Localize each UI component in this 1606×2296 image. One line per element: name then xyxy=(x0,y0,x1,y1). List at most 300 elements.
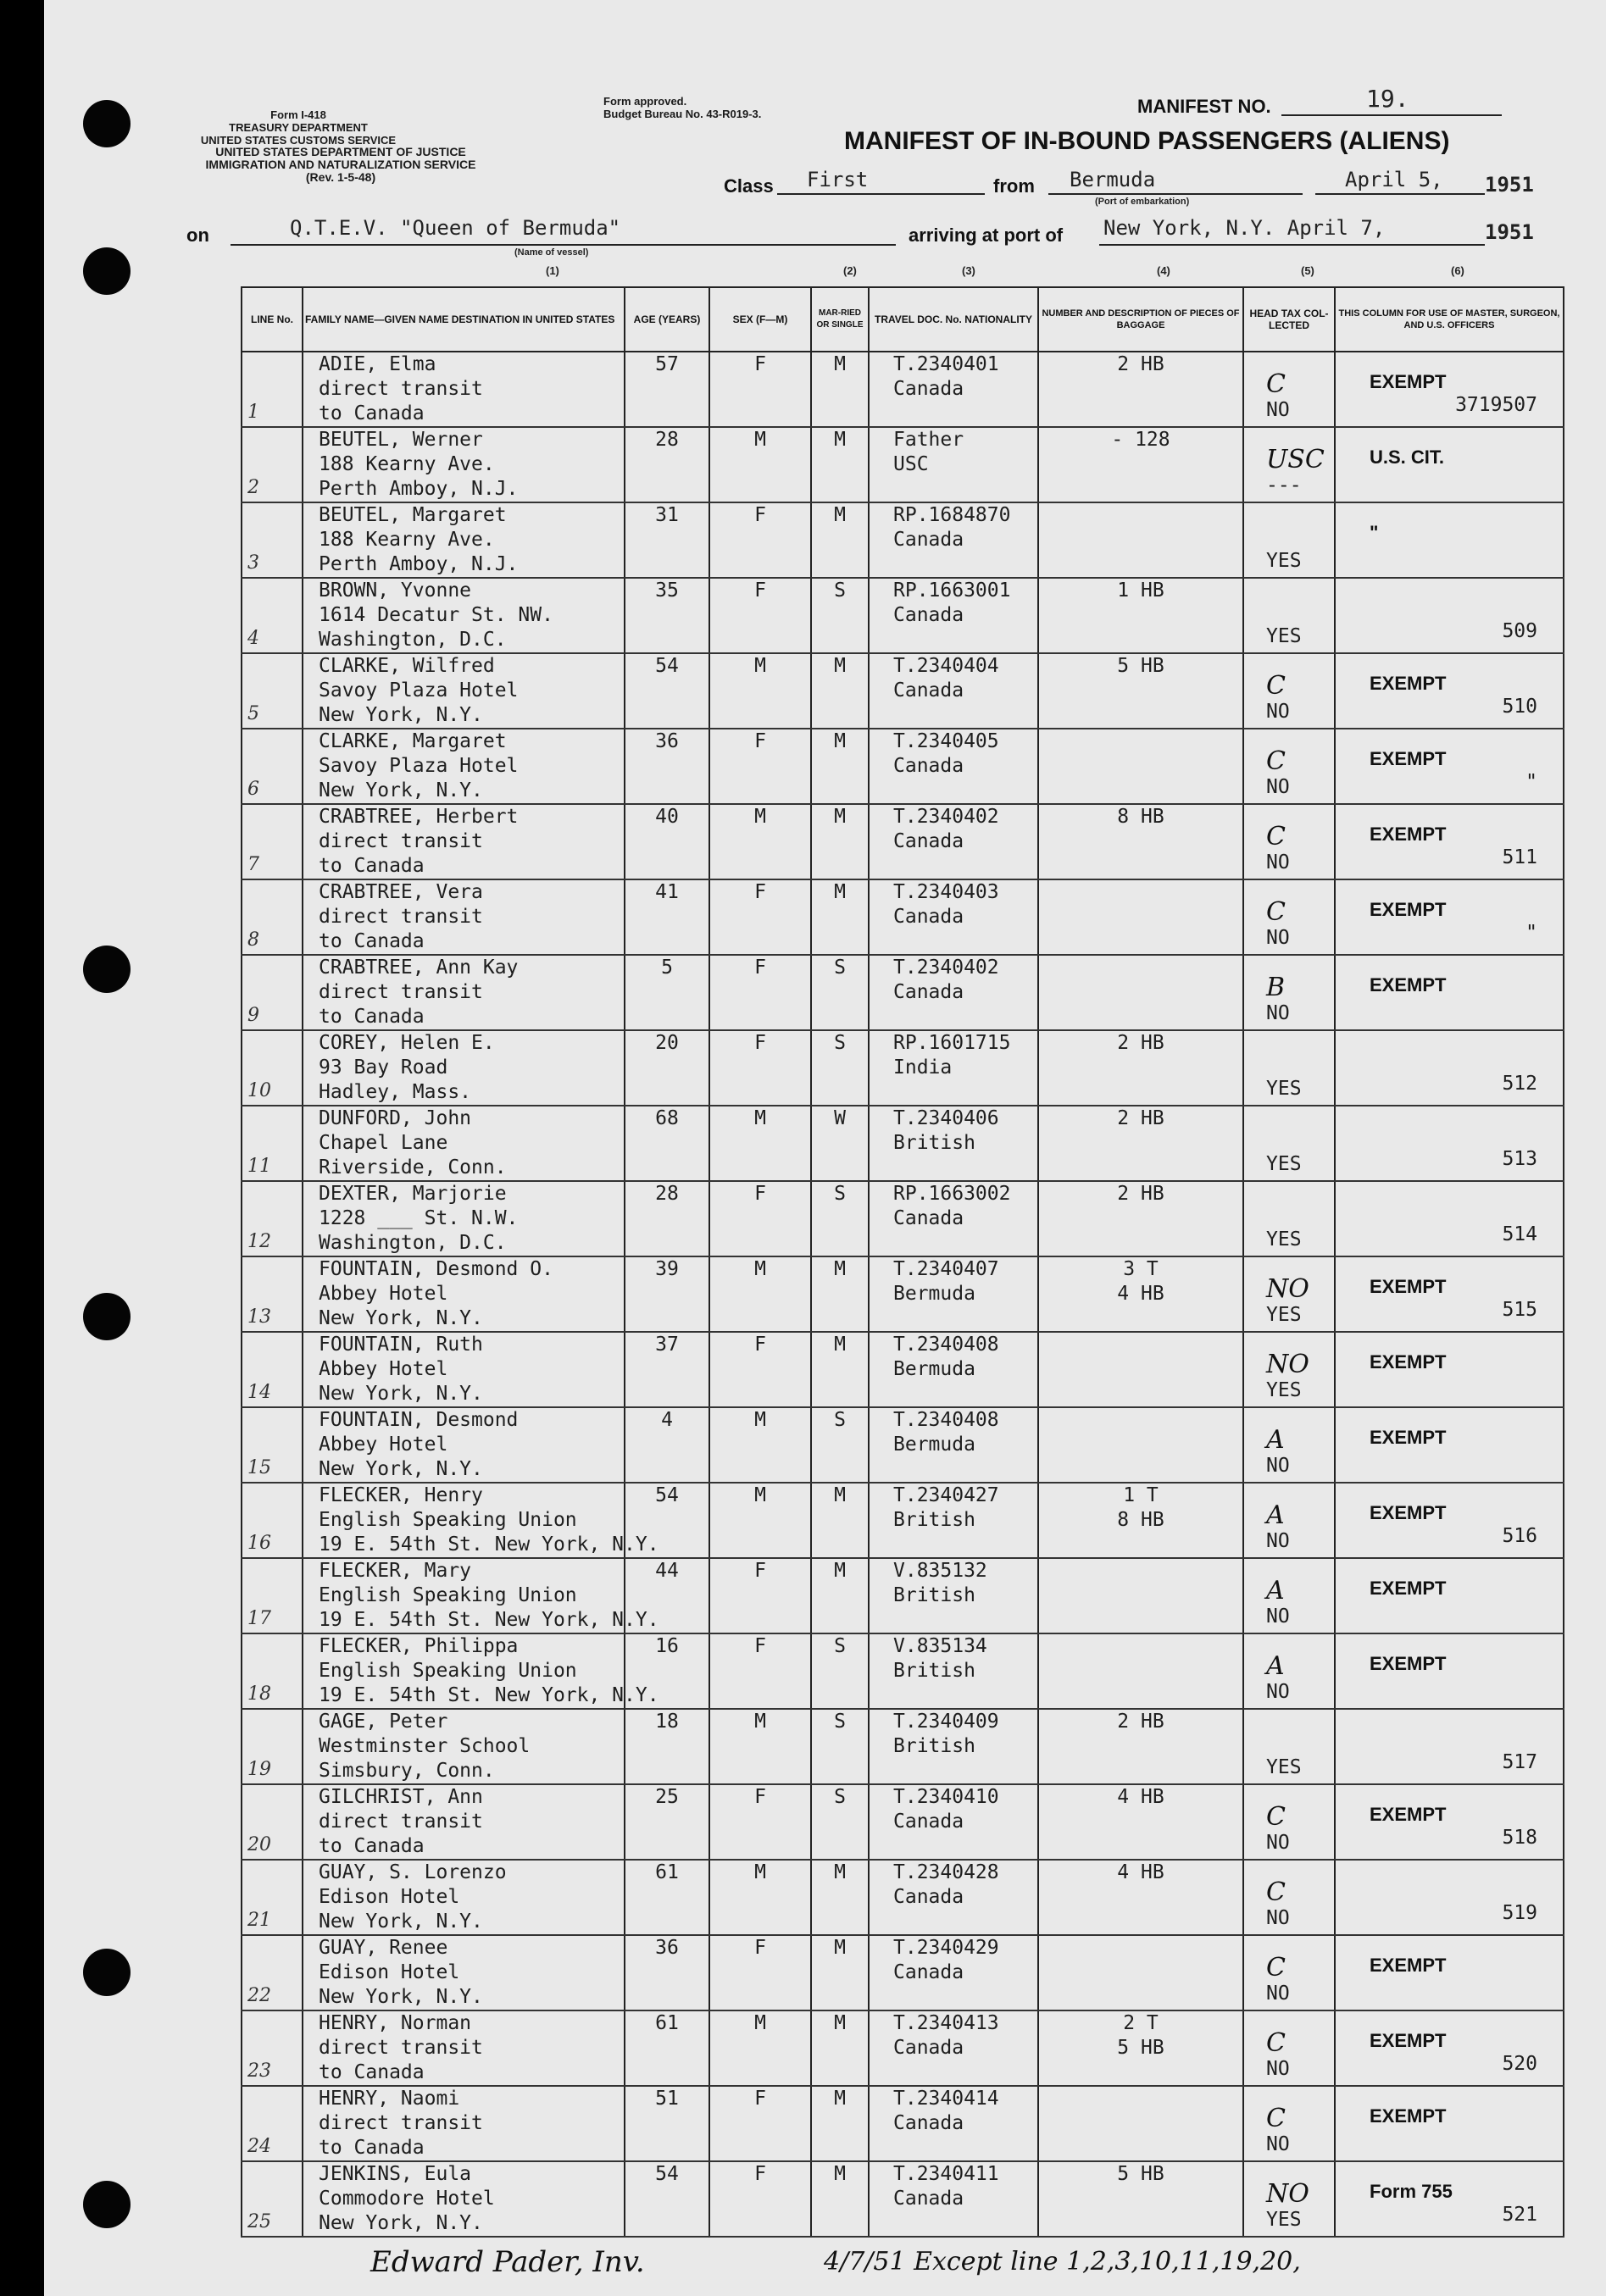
name-cell xyxy=(303,1407,625,1483)
col-num-1: (1) xyxy=(546,264,559,277)
sex-value: M xyxy=(754,1484,766,1506)
table-row xyxy=(242,1709,1564,1784)
binder-hole xyxy=(83,1293,131,1340)
head-tax-value: YES xyxy=(1266,625,1302,647)
destination-line-2: New York, N.Y. xyxy=(319,1986,483,2008)
baggage-line-1: 3 T xyxy=(1123,1258,1159,1280)
destination-line-1: Savoy Plaza Hotel xyxy=(319,679,519,702)
table-row xyxy=(242,1935,1564,2010)
destination-line-1: direct transit xyxy=(319,2112,483,2134)
nationality: Canada xyxy=(893,1886,964,1908)
officers-cell xyxy=(1335,2161,1564,2237)
line-no-cell xyxy=(242,1633,303,1709)
name-cell xyxy=(303,578,625,653)
officers-cell xyxy=(1335,1483,1564,1558)
baggage-cell xyxy=(1038,804,1243,879)
name-cell xyxy=(303,653,625,729)
travel-doc-cell xyxy=(869,879,1038,955)
officers-note-2: 515 xyxy=(1502,1299,1537,1321)
marital-status: M xyxy=(834,2012,846,2034)
officers-note-1: EXEMPT xyxy=(1370,899,1447,920)
sex-cell xyxy=(709,653,811,729)
line-no-cell xyxy=(242,1860,303,1935)
baggage-line-2: 5 HB xyxy=(1117,655,1164,677)
head-tax-value: YES xyxy=(1266,1078,1302,1100)
age-cell xyxy=(625,2086,709,2161)
head-tax-mark: NO xyxy=(1266,1274,1309,1304)
age-cell xyxy=(625,1106,709,1181)
head-tax-mark: C xyxy=(1266,746,1286,776)
head-tax-cell xyxy=(1243,804,1335,879)
married-cell xyxy=(811,1106,869,1181)
binder-hole xyxy=(83,1949,131,1996)
passenger-name: CRABTREE, Ann Kay xyxy=(319,957,519,979)
sex-cell xyxy=(709,955,811,1030)
arrival-year: 1951 xyxy=(1485,220,1534,244)
marital-status: M xyxy=(834,1560,846,1582)
destination-line-2: to Canada xyxy=(319,1835,425,1857)
passenger-name: GUAY, Renee xyxy=(319,1937,448,1959)
sex-value: F xyxy=(754,504,766,526)
ins-service: IMMIGRATION AND NATURALIZATION SERVICE xyxy=(205,158,476,171)
sex-cell xyxy=(709,1935,811,2010)
nationality: Canada xyxy=(893,981,964,1003)
line-number: 5 xyxy=(247,703,259,724)
col-num-5: (5) xyxy=(1301,264,1314,277)
passenger-table xyxy=(241,286,1564,2238)
customs-service: UNITED STATES CUSTOMS SERVICE xyxy=(200,134,397,147)
age-cell xyxy=(625,955,709,1030)
line-no-cell xyxy=(242,1558,303,1633)
passenger-name: FLECKER, Henry xyxy=(319,1484,483,1506)
officers-cell xyxy=(1335,653,1564,729)
officers-note-2: 518 xyxy=(1502,1827,1537,1849)
head-tax-mark: NO xyxy=(1266,1350,1309,1379)
baggage-cell xyxy=(1038,1181,1243,1256)
name-cell xyxy=(303,2010,625,2086)
head-tax-cell xyxy=(1243,1181,1335,1256)
passenger-name: HENRY, Naomi xyxy=(319,2088,460,2110)
line-no-cell xyxy=(242,2010,303,2086)
nationality: British xyxy=(893,1132,975,1154)
baggage-line-1: 1 T xyxy=(1123,1484,1159,1506)
marital-status: M xyxy=(834,730,846,752)
sex-value: F xyxy=(754,1560,766,1582)
travel-doc-no: T.2340411 xyxy=(893,2163,999,2185)
travel-doc-no: T.2340414 xyxy=(893,2088,999,2110)
sex-value: F xyxy=(754,1635,766,1657)
travel-doc-no: RP.1663001 xyxy=(893,580,1011,602)
destination-line-2: New York, N.Y. xyxy=(319,779,483,801)
nationality: Bermuda xyxy=(893,1434,975,1456)
marital-status: M xyxy=(834,429,846,451)
destination-line-1: Chapel Lane xyxy=(319,1132,448,1154)
destination-line-1: Abbey Hotel xyxy=(319,1358,448,1380)
col-num-4: (4) xyxy=(1157,264,1170,277)
table-row xyxy=(242,578,1564,653)
married-cell xyxy=(811,352,869,427)
sex-value: F xyxy=(754,730,766,752)
officers-cell xyxy=(1335,729,1564,804)
col-header-name: FAMILY NAME—GIVEN NAME DESTINATION IN UNITED STATES xyxy=(303,287,625,352)
travel-doc-cell xyxy=(869,1407,1038,1483)
table-row xyxy=(242,1256,1564,1332)
officers-cell xyxy=(1335,1181,1564,1256)
col-header-age: AGE (YEARS) xyxy=(625,287,709,352)
age-value: 40 xyxy=(655,806,679,828)
sex-cell xyxy=(709,1407,811,1483)
destination-line-2: to Canada xyxy=(319,2137,425,2159)
marital-status: M xyxy=(834,1484,846,1506)
marital-status: M xyxy=(834,655,846,677)
married-cell xyxy=(811,1030,869,1106)
destination-line-1: direct transit xyxy=(319,906,483,928)
baggage-cell xyxy=(1038,2010,1243,2086)
marital-status: W xyxy=(834,1107,846,1129)
line-no-cell xyxy=(242,2086,303,2161)
sex-cell xyxy=(709,1784,811,1860)
baggage-line-2: 5 HB xyxy=(1117,2163,1164,2185)
officers-note-1: EXEMPT xyxy=(1370,1427,1447,1448)
marital-status: M xyxy=(834,1937,846,1959)
col-header-married: MAR-RIED OR SINGLE xyxy=(811,287,869,352)
age-value: 61 xyxy=(655,2012,679,2034)
table-header-row xyxy=(242,287,1564,352)
travel-doc-no: T.2340406 xyxy=(893,1107,999,1129)
passenger-name: FLECKER, Mary xyxy=(319,1560,472,1582)
baggage-cell xyxy=(1038,1483,1243,1558)
travel-doc-no: RP.1684870 xyxy=(893,504,1011,526)
sex-cell xyxy=(709,502,811,578)
officers-note-1: EXEMPT xyxy=(1370,1653,1447,1674)
head-tax-value: NO xyxy=(1266,2058,1290,2080)
travel-doc-cell xyxy=(869,804,1038,879)
head-tax-value: NO xyxy=(1266,1983,1290,2005)
officers-cell xyxy=(1335,1256,1564,1332)
sex-value: F xyxy=(754,1032,766,1054)
age-cell xyxy=(625,352,709,427)
sex-value: F xyxy=(754,957,766,979)
passenger-name: ADIE, Elma xyxy=(319,353,436,375)
destination-line-2: 19 E. 54th St. New York, N.Y. xyxy=(319,1533,659,1556)
line-no-cell xyxy=(242,955,303,1030)
officers-cell xyxy=(1335,1558,1564,1633)
destination-line-2: to Canada xyxy=(319,1006,425,1028)
head-tax-mark: A xyxy=(1266,1651,1285,1681)
destination-line-1: Savoy Plaza Hotel xyxy=(319,755,519,777)
depart-date: April 5, xyxy=(1345,168,1443,191)
age-value: 18 xyxy=(655,1711,679,1733)
officers-cell xyxy=(1335,502,1564,578)
destination-line-1: Abbey Hotel xyxy=(319,1434,448,1456)
table-row xyxy=(242,502,1564,578)
manifest-no-underline xyxy=(1281,114,1502,116)
from-underline xyxy=(1048,193,1303,195)
on-label: on xyxy=(186,225,209,246)
baggage-cell xyxy=(1038,879,1243,955)
married-cell xyxy=(811,578,869,653)
manifest-no-value: 19. xyxy=(1366,85,1409,113)
baggage-line-2: 2 HB xyxy=(1117,1107,1164,1129)
sex-cell xyxy=(709,1860,811,1935)
destination-line-1: direct transit xyxy=(319,1811,483,1833)
age-cell xyxy=(625,1784,709,1860)
from-value: Bermuda xyxy=(1070,168,1156,191)
form-approved: Form approved. xyxy=(603,95,687,108)
sex-value: F xyxy=(754,881,766,903)
head-tax-mark: A xyxy=(1266,1425,1285,1455)
form-number: Form I-418 xyxy=(270,108,326,121)
line-number: 17 xyxy=(247,1608,271,1629)
destination-line-2: New York, N.Y. xyxy=(319,1307,483,1329)
destination-line-2: Washington, D.C. xyxy=(319,629,507,651)
line-number: 15 xyxy=(247,1457,271,1478)
sex-value: M xyxy=(754,429,766,451)
head-tax-mark: C xyxy=(1266,897,1286,927)
name-cell xyxy=(303,427,625,502)
officers-note-2: 517 xyxy=(1502,1751,1537,1773)
sex-cell xyxy=(709,1181,811,1256)
travel-doc-cell xyxy=(869,729,1038,804)
age-cell xyxy=(625,1860,709,1935)
officers-note-2: 519 xyxy=(1502,1902,1537,1924)
nationality: Canada xyxy=(893,2112,964,2134)
age-cell xyxy=(625,1332,709,1407)
marital-status: M xyxy=(834,2163,846,2185)
passenger-name: CRABTREE, Herbert xyxy=(319,806,519,828)
sex-value: M xyxy=(754,1861,766,1883)
col-header-baggage: NUMBER AND DESCRIPTION OF PIECES OF BAGGAGE xyxy=(1038,287,1243,352)
age-cell xyxy=(625,729,709,804)
head-tax-cell xyxy=(1243,1633,1335,1709)
table-row xyxy=(242,1332,1564,1407)
table-row xyxy=(242,1030,1564,1106)
age-cell xyxy=(625,1181,709,1256)
travel-doc-no: T.2340408 xyxy=(893,1409,999,1431)
officers-note-1: EXEMPT xyxy=(1370,673,1447,694)
travel-doc-no: T.2340429 xyxy=(893,1937,999,1959)
head-tax-cell xyxy=(1243,1407,1335,1483)
name-cell xyxy=(303,1633,659,1709)
line-number: 3 xyxy=(247,552,259,574)
head-tax-value: NO xyxy=(1266,399,1290,421)
baggage-cell xyxy=(1038,1784,1243,1860)
line-no-cell xyxy=(242,729,303,804)
travel-doc-cell xyxy=(869,1860,1038,1935)
table-row xyxy=(242,1483,1564,1558)
rev-date: (Rev. 1-5-48) xyxy=(305,170,376,184)
baggage-line-2: 8 HB xyxy=(1117,806,1164,828)
head-tax-cell xyxy=(1243,1483,1335,1558)
destination-line-1: direct transit xyxy=(319,378,483,400)
head-tax-cell xyxy=(1243,352,1335,427)
nationality: Canada xyxy=(893,378,964,400)
line-no-cell xyxy=(242,1784,303,1860)
sex-cell xyxy=(709,1106,811,1181)
arriving-label: arriving at port of xyxy=(909,225,1064,246)
passenger-name: JENKINS, Eula xyxy=(319,2163,472,2185)
head-tax-mark: C xyxy=(1266,671,1286,701)
officers-cell xyxy=(1335,1935,1564,2010)
head-tax-mark: USC xyxy=(1266,445,1325,474)
table-row xyxy=(242,1407,1564,1483)
passenger-name: GILCHRIST, Ann xyxy=(319,1786,483,1808)
head-tax-value: YES xyxy=(1266,1304,1302,1326)
officers-note-2: " xyxy=(1525,922,1537,944)
travel-doc-no: T.2340401 xyxy=(893,353,999,375)
travel-doc-cell xyxy=(869,1256,1038,1332)
sex-value: M xyxy=(754,655,766,677)
table-row xyxy=(242,955,1564,1030)
line-number: 25 xyxy=(247,2211,271,2232)
age-value: 36 xyxy=(655,1937,679,1959)
married-cell xyxy=(811,1709,869,1784)
destination-line-2: Perth Amboy, N.J. xyxy=(319,478,519,500)
married-cell xyxy=(811,1935,869,2010)
married-cell xyxy=(811,2010,869,2086)
baggage-cell xyxy=(1038,1935,1243,2010)
head-tax-mark: C xyxy=(1266,1953,1286,1983)
destination-line-1: direct transit xyxy=(319,2037,483,2059)
officers-note-1: Form 755 xyxy=(1370,2181,1453,2202)
binder-hole xyxy=(83,946,131,993)
officers-cell xyxy=(1335,352,1564,427)
baggage-cell xyxy=(1038,1860,1243,1935)
travel-doc-cell xyxy=(869,1709,1038,1784)
travel-doc-no: V.835134 xyxy=(893,1635,987,1657)
officers-note-2: 514 xyxy=(1502,1223,1537,1245)
table-row xyxy=(242,653,1564,729)
line-number: 10 xyxy=(247,1080,271,1101)
destination-line-1: 188 Kearny Ave. xyxy=(319,529,495,551)
officers-cell xyxy=(1335,1106,1564,1181)
destination-line-2: to Canada xyxy=(319,930,425,952)
married-cell xyxy=(811,1332,869,1407)
baggage-cell xyxy=(1038,955,1243,1030)
head-tax-mark: C xyxy=(1266,822,1286,851)
arrival-underline xyxy=(1099,244,1485,246)
head-tax-value: NO xyxy=(1266,927,1290,949)
marital-status: M xyxy=(834,881,846,903)
line-number: 23 xyxy=(247,2060,271,2082)
nationality: Canada xyxy=(893,679,964,702)
travel-doc-no: T.2340407 xyxy=(893,1258,999,1280)
baggage-cell xyxy=(1038,1030,1243,1106)
sex-value: M xyxy=(754,806,766,828)
sex-cell xyxy=(709,427,811,502)
line-number: 11 xyxy=(247,1156,271,1177)
name-cell xyxy=(303,502,625,578)
line-number: 20 xyxy=(247,1834,271,1855)
head-tax-mark: C xyxy=(1266,369,1286,399)
sex-value: F xyxy=(754,1334,766,1356)
travel-doc-no: T.2340402 xyxy=(893,957,999,979)
marital-status: M xyxy=(834,504,846,526)
destination-line-2: Simsbury, Conn. xyxy=(319,1760,495,1782)
baggage-line-2: 4 HB xyxy=(1117,1786,1164,1808)
line-number: 14 xyxy=(247,1382,271,1403)
line-no-cell xyxy=(242,1030,303,1106)
age-value: 5 xyxy=(661,957,673,979)
head-tax-mark: C xyxy=(1266,1877,1286,1907)
name-cell xyxy=(303,1784,625,1860)
baggage-line-2: 5 HB xyxy=(1117,2037,1164,2059)
line-no-cell xyxy=(242,502,303,578)
sex-cell xyxy=(709,1256,811,1332)
passenger-name: FOUNTAIN, Desmond xyxy=(319,1409,519,1431)
table-row xyxy=(242,1633,1564,1709)
nationality: British xyxy=(893,1660,975,1682)
table-row xyxy=(242,352,1564,427)
baggage-cell xyxy=(1038,1106,1243,1181)
line-number: 24 xyxy=(247,2136,271,2157)
nationality: Canada xyxy=(893,1811,964,1833)
head-tax-value: NO xyxy=(1266,1832,1290,1854)
arrival-port: New York, N.Y. April 7, xyxy=(1103,216,1386,240)
line-no-cell xyxy=(242,1332,303,1407)
nationality: British xyxy=(893,1735,975,1757)
head-tax-value: YES xyxy=(1266,2209,1302,2231)
marital-status: M xyxy=(834,1861,846,1883)
travel-doc-cell xyxy=(869,1181,1038,1256)
line-number: 2 xyxy=(247,477,259,498)
travel-doc-no: RP.1601715 xyxy=(893,1032,1011,1054)
travel-doc-no: T.2340413 xyxy=(893,2012,999,2034)
head-tax-value: NO xyxy=(1266,776,1290,798)
table-row xyxy=(242,804,1564,879)
age-value: 61 xyxy=(655,1861,679,1883)
head-tax-value: NO xyxy=(1266,1455,1290,1477)
budget-bureau: Budget Bureau No. 43-R019-3. xyxy=(603,108,762,120)
destination-line-1: Abbey Hotel xyxy=(319,1283,448,1305)
age-value: 16 xyxy=(655,1635,679,1657)
head-tax-value: YES xyxy=(1266,1228,1302,1251)
married-cell xyxy=(811,804,869,879)
name-cell xyxy=(303,879,625,955)
line-number: 9 xyxy=(247,1005,259,1026)
line-no-cell xyxy=(242,352,303,427)
name-cell xyxy=(303,2161,625,2237)
officers-note-2: " xyxy=(1525,771,1537,793)
destination-line-2: to Canada xyxy=(319,402,425,424)
destination-line-1: 93 Bay Road xyxy=(319,1056,448,1079)
travel-doc-cell xyxy=(869,1030,1038,1106)
officers-note-2: 520 xyxy=(1502,2053,1537,2075)
col-header-officers: THIS COLUMN FOR USE OF MASTER, SURGEON, AND U.S. OFFICERS xyxy=(1335,287,1564,352)
line-number: 18 xyxy=(247,1683,271,1705)
officers-cell xyxy=(1335,879,1564,955)
officers-note-2: 509 xyxy=(1502,620,1537,642)
table-row xyxy=(242,1784,1564,1860)
age-value: 68 xyxy=(655,1107,679,1129)
sex-cell xyxy=(709,2161,811,2237)
officers-cell xyxy=(1335,1030,1564,1106)
name-cell xyxy=(303,1558,659,1633)
destination-line-1: Edison Hotel xyxy=(319,1886,460,1908)
name-cell xyxy=(303,1483,659,1558)
passenger-name: FLECKER, Philippa xyxy=(319,1635,519,1657)
destination-line-2: Hadley, Mass. xyxy=(319,1081,472,1103)
nationality: Canada xyxy=(893,2188,964,2210)
married-cell xyxy=(811,955,869,1030)
officers-note-2: 510 xyxy=(1502,696,1537,718)
officers-cell xyxy=(1335,1633,1564,1709)
age-cell xyxy=(625,1935,709,2010)
name-cell xyxy=(303,804,625,879)
baggage-cell xyxy=(1038,427,1243,502)
married-cell xyxy=(811,729,869,804)
age-cell xyxy=(625,1030,709,1106)
